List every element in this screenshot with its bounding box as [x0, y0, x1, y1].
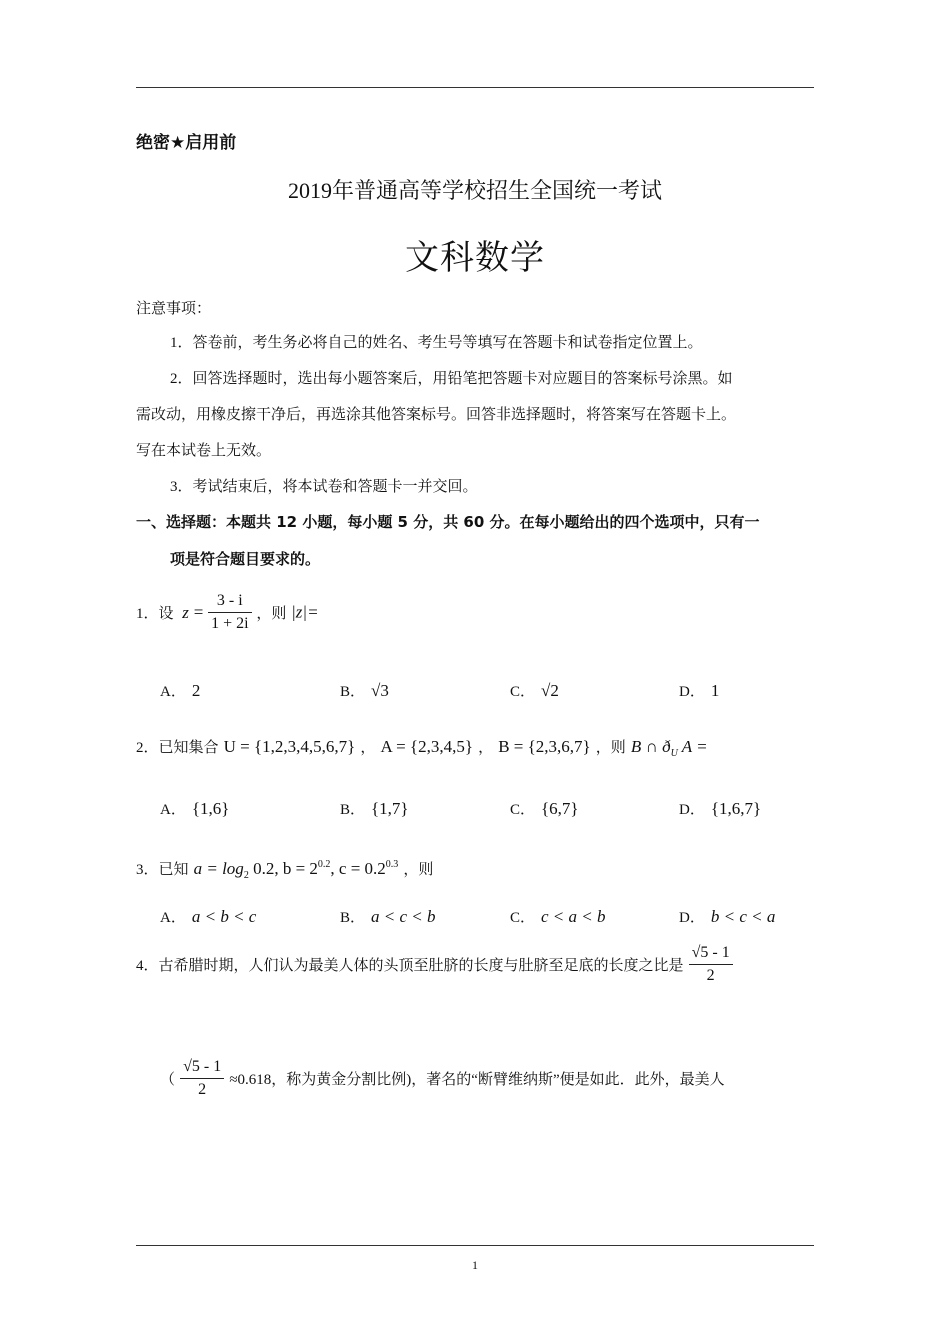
q1-option-c[interactable]: C． √2 [510, 681, 559, 700]
secret-label: 绝密★启用前 [136, 133, 237, 153]
q3-option-b[interactable]: B． a < c < b [340, 907, 436, 926]
q4-fraction-inline: $\frac{√5 - 1}{2}$ [180, 1058, 224, 1099]
q2-set-b: B = {2,3,6,7} [498, 737, 591, 756]
q1-equals: = [193, 602, 204, 622]
q3-option-b-value: a < c < b [371, 907, 436, 926]
q2-option-d[interactable]: D． {1,6,7} [679, 799, 762, 818]
q4-text-line-1: 4．古希腊时期，人们认为最美人体的头顶至肚脐的长度与肚脐至足底的长度之比是 [136, 958, 684, 974]
q2-option-b[interactable]: B． {1,7} [340, 799, 409, 818]
bottom-rule [136, 1245, 814, 1246]
q2-prefix: 2．已知集合 [136, 740, 219, 756]
q3-option-c[interactable]: C． c < a < b [510, 907, 606, 926]
top-rule [136, 87, 814, 88]
q1-var-z: z [182, 602, 189, 622]
q3-suffix: ，则 [403, 862, 434, 878]
q4-open-paren: （ [160, 1072, 176, 1088]
note-item-3: 3．考试结束后，将本试卷和答题卡一并交回。 [170, 479, 478, 495]
section-heading-line-1: 一、选择题：本题共 12 小题，每小题 5 分，共 60 分。在每小题给出的四个选项中，只有一 [136, 513, 760, 531]
note-item-2-line-2: 需改动，用橡皮擦干净后，再选涂其他答案标号。回答非选择题时，将答案写在答题卡上。 [136, 407, 737, 423]
q2-separator-2: ， [478, 740, 494, 756]
note-item-2-line-3: 写在本试卷上无效。 [136, 443, 272, 459]
q2-option-c-value: {6,7} [541, 799, 579, 818]
q1-mid-text: ，则 [256, 606, 287, 622]
question-1 [136, 592, 319, 633]
q2-option-b-value: {1,7} [371, 799, 409, 818]
q3-option-a-value: a < b < c [191, 907, 257, 926]
q1-denominator: 1 + 2i [211, 615, 249, 632]
q2-suffix: ，则 [595, 740, 626, 756]
question-4-line-1 [136, 944, 733, 985]
question-3 [136, 858, 433, 881]
q2-option-a-value: {1,6} [191, 799, 230, 818]
question-4-line-2 [160, 1058, 725, 1099]
q3-option-d-value: b < c < a [710, 907, 776, 926]
q1-numerator: 3 - i [208, 592, 251, 613]
subject-title: 文科数学 [405, 238, 545, 278]
q1-option-a-value: 2 [191, 681, 201, 700]
exam-title: 2019年普通高等学校招生全国统一考试 [287, 178, 662, 203]
q1-option-b[interactable]: B． √3 [340, 681, 389, 700]
q1-fraction [208, 592, 251, 633]
q3-expression: $a = \log_2 0.2$, $b = 2^{0.2}$, $c = 0.2^{0.3}$ [193, 859, 399, 881]
q1-option-a[interactable]: A． 2 [160, 681, 201, 700]
q4-text-line-2: ≈0.618，称为黄金分割比例)，著名的“断臂维纳斯”便是如此．此外，最美人 [229, 1072, 725, 1088]
q2-set-u: U = {1,2,3,4,5,6,7} [223, 737, 356, 756]
note-item-2-line-1: 2．回答选择题时，选出每小题答案后，用铅笔把答题卡对应题目的答案标号涂黑。如 [170, 371, 733, 387]
q1-option-d-value: 1 [710, 681, 720, 700]
q3-option-d[interactable]: D． b < c < a [679, 907, 776, 926]
page-number: 1 [472, 1258, 478, 1272]
q2-separator-1: ， [360, 740, 376, 756]
q1-option-b-value: √3 [371, 681, 389, 700]
note-item-1: 1．答卷前，考生务必将自己的姓名、考生号等填写在答题卡和试卷指定位置上。 [170, 335, 703, 351]
q1-option-d[interactable]: D． 1 [679, 681, 720, 700]
q3-prefix: 3．已知 [136, 862, 189, 878]
q2-set-a: A = {2,3,4,5} [380, 737, 473, 756]
q1-prefix: 1．设 [136, 606, 174, 622]
q2-option-a[interactable]: A． {1,6} [160, 799, 230, 818]
q3-option-c-value: c < a < b [541, 907, 606, 926]
section-heading-line-2: 项是符合题目要求的。 [170, 550, 321, 568]
q2-option-c[interactable]: C． {6,7} [510, 799, 579, 818]
question-2 [136, 736, 708, 759]
q2-option-d-value: {1,6,7} [710, 799, 762, 818]
q1-abs-expr: |z|= [291, 602, 319, 622]
q4-golden-ratio-fraction: $\frac{√5 - 1}{2}$ [689, 944, 733, 985]
notes-heading: 注意事项： [136, 299, 212, 317]
q2-expression: B ∩ $ð_U$ A = [630, 737, 708, 759]
q3-option-a[interactable]: A． a < b < c [160, 907, 257, 926]
q1-option-c-value: √2 [541, 681, 559, 700]
